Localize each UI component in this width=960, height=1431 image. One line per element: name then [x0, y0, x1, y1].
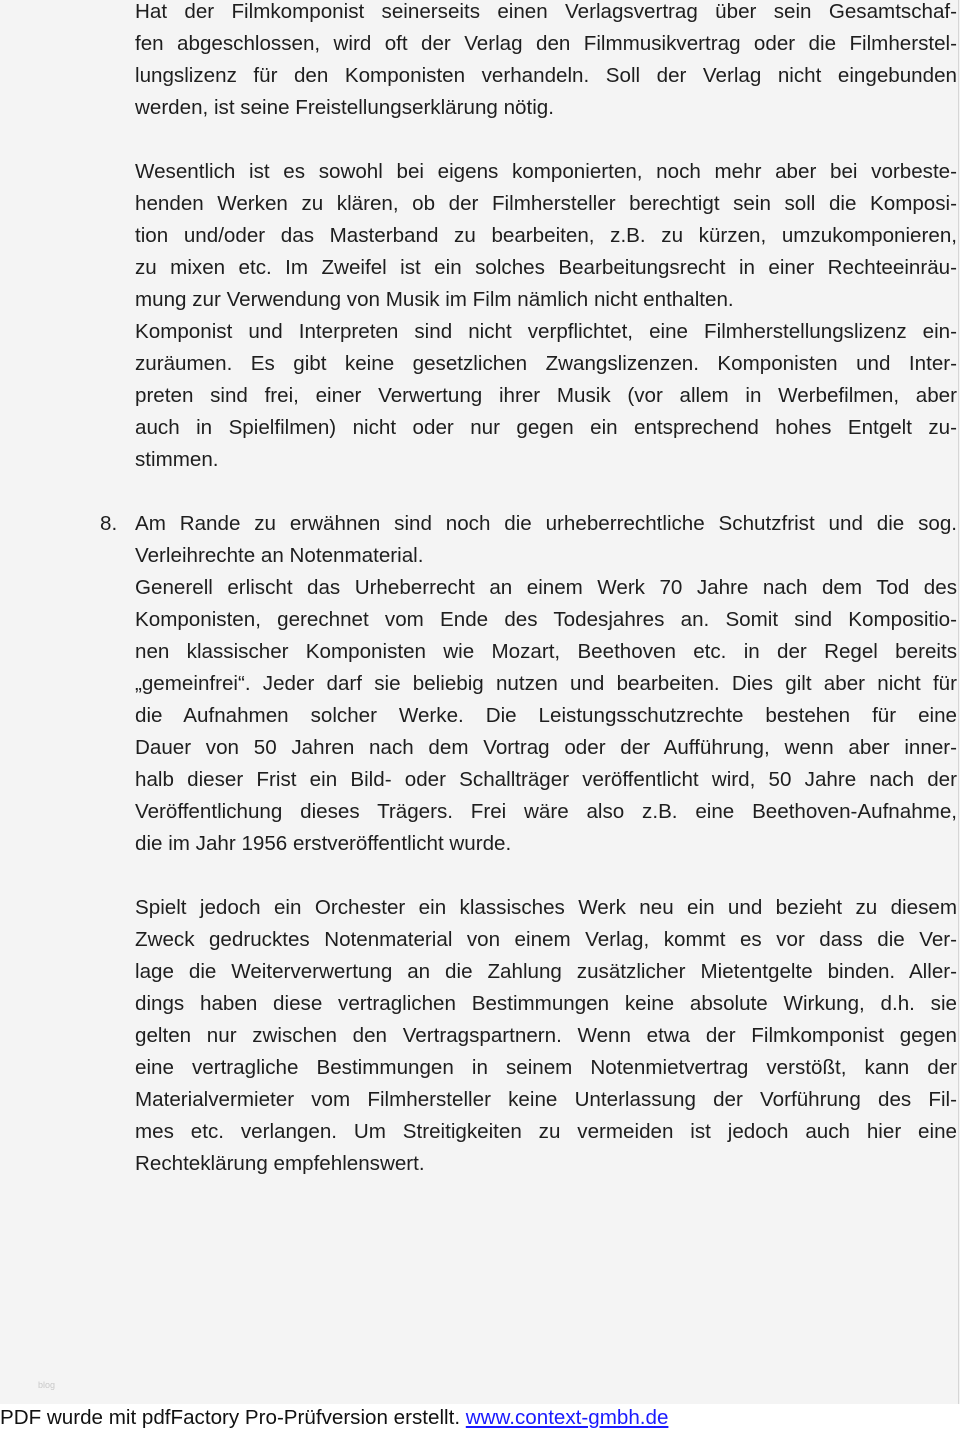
text-line: eine vertragliche Bestimmungen in seinem Notenmietvertrag verstößt, kann der: [135, 1056, 957, 1079]
text-line: Veröffentlichung dieses Trägers. Frei wäre also z.B. eine Beethoven-Aufnahme,: [135, 800, 957, 823]
text-line: fen abgeschlossen, wird oft der Verlag den Filmmusikvertrag oder die Filmherstel-: [135, 32, 957, 55]
text-line: lage die Weiterverwertung an die Zahlung zusätzlicher Mietentgelte binden. Aller-: [135, 960, 957, 983]
text-line: henden Werken zu klären, ob der Filmhersteller berechtigt sein soll die Komposi-: [135, 192, 957, 215]
text-line: Am Rande zu erwähnen sind noch die urheberrechtliche Schutzfrist und die sog.: [135, 512, 957, 535]
footer-text: PDF wurde mit pdfFactory Pro-Prüfversion erstellt.: [0, 1406, 466, 1429]
text-line: „gemeinfrei“. Jeder darf sie beliebig nutzen und bearbeiten. Dies gilt aber nicht für: [135, 672, 957, 695]
watermark: blog: [38, 1380, 56, 1390]
text-line: nen klassischer Komponisten wie Mozart, Beethoven etc. in der Regel bereits: [135, 640, 957, 663]
text-line: Komponisten, gerechnet vom Ende des Todesjahres an. Somit sind Kompositio-: [135, 608, 957, 631]
text-line: Generell erlischt das Urheberrecht an einem Werk 70 Jahre nach dem Tod des: [135, 576, 957, 599]
text-line: Hat der Filmkomponist seinerseits einen Verlagsvertrag über sein Gesamtschaf-: [135, 0, 957, 23]
text-line: Verleihrechte an Notenmaterial.: [135, 544, 424, 567]
text-line: mes etc. verlangen. Um Streitigkeiten zu vermeiden ist jedoch auch hier eine: [135, 1120, 957, 1143]
text-line: zu mixen etc. Im Zweifel ist ein solches Bearbeitungsrecht in einer Rechteeinräu-: [135, 256, 957, 279]
text-line: halb dieser Frist ein Bild- oder Schallträger veröffentlicht wird, 50 Jahre nach der: [135, 768, 957, 791]
text-line: die Aufnahmen solcher Werke. Die Leistungsschutzrechte bestehen für eine: [135, 704, 957, 727]
text-line: auch in Spielfilmen) nicht oder nur gegen ein entsprechend hohes Entgelt zu-: [135, 416, 957, 439]
text-line: Wesentlich ist es sowohl bei eigens komponierten, noch mehr aber bei vorbeste-: [135, 160, 957, 183]
text-line: preten sind frei, einer Verwertung ihrer Musik (vor allem in Werbefilmen, aber: [135, 384, 957, 407]
list-item-number: 8.: [100, 512, 118, 535]
text-line: lungslizenz für den Komponisten verhandeln. Soll der Verlag nicht eingebunden: [135, 64, 957, 87]
footer-link[interactable]: www.context-gmbh.de: [465, 1406, 669, 1429]
text-line: dings haben diese vertraglichen Bestimmungen keine absolute Wirkung, d.h. sie: [135, 992, 957, 1015]
text-line: stimmen.: [135, 448, 219, 471]
text-line: Spielt jedoch ein Orchester ein klassisches Werk neu ein und bezieht zu diesem: [135, 896, 957, 919]
text-line: die im Jahr 1956 erstveröffentlicht wurde.: [135, 832, 512, 855]
text-line: mung zur Verwendung von Musik im Film nämlich nicht enthalten.: [135, 288, 734, 311]
text-line: gelten nur zwischen den Vertragspartnern. Wenn etwa der Filmkomponist gegen: [135, 1024, 957, 1047]
pdf-footer: [0, 1404, 960, 1431]
text-line: Komponist und Interpreten sind nicht verpflichtet, eine Filmherstellungslizenz ein-: [135, 320, 957, 343]
text-line: Rechteklärung empfehlenswert.: [135, 1152, 425, 1175]
text-line: zuräumen. Es gibt keine gesetzlichen Zwangslizenzen. Komponisten und Inter-: [135, 352, 957, 375]
text-line: Materialvermieter vom Filmhersteller keine Unterlassung der Vorführung des Fil-: [135, 1088, 957, 1111]
text-line: tion und/oder das Masterband zu bearbeiten, z.B. zu kürzen, umzukomponieren,: [135, 224, 957, 247]
text-line: werden, ist seine Freistellungserklärung nötig.: [135, 96, 554, 119]
text-line: Dauer von 50 Jahren nach dem Vortrag oder der Aufführung, wenn aber inner-: [135, 736, 957, 759]
text-line: Zweck gedrucktes Notenmaterial von einem Verlag, kommt es vor dass die Ver-: [135, 928, 957, 951]
